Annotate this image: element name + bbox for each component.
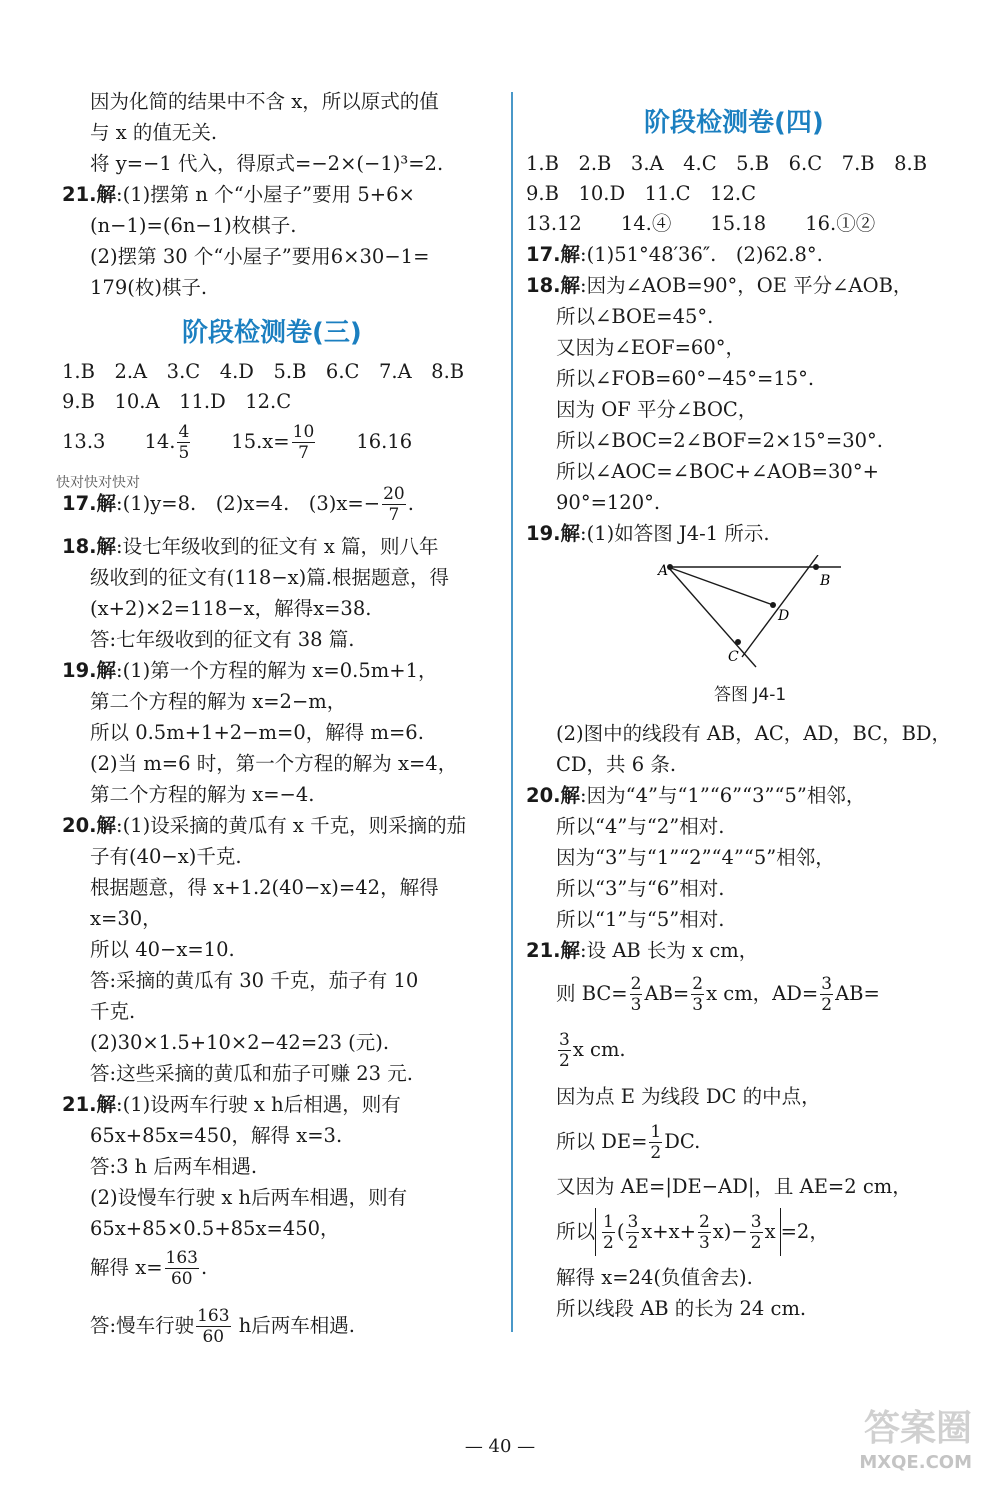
fraction: $\frac{3}{2}$: [821, 974, 833, 1015]
text-line: 90°=120°.: [556, 491, 661, 514]
text-line: (2)当 m=6 时，第一个方程的解为 x=4，: [90, 752, 458, 775]
text-line: 与 x 的值无关.: [90, 121, 218, 144]
watermark-url: MXQE.COM: [859, 1452, 972, 1473]
answers-row: 9.B 10.A 11.D 12.C: [62, 390, 292, 413]
answer-19: 19.解:(1)如答图 J4-1 所示.: [526, 522, 770, 545]
text-line: 179(枚)棋子.: [90, 276, 208, 299]
text-line: 因为点 E 为线段 DC 的中点，: [556, 1085, 821, 1108]
text-line: 答:七年级收到的征文有 38 篇.: [90, 628, 355, 651]
text-line: 答:慢车行驶 $\frac{163}{60}$ h后两车相遇.: [90, 1306, 355, 1347]
answer-18: 18.解:设七年级收到的征文有 x 篇，则八年: [62, 535, 439, 558]
answer-21: 21.解:(1)设两车行驶 x h后相遇，则有: [62, 1093, 401, 1116]
text-line: (2)图中的线段有 AB，AC，AD，BC，BD，: [556, 722, 952, 745]
text-line: 第二个方程的解为 x=−4.: [90, 783, 315, 806]
point-d: [770, 602, 776, 608]
answer-21: 21.解:(1)摆第 n 个“小屋子”要用 5+6×: [62, 183, 415, 206]
fraction: $\frac{1}{2}$: [603, 1212, 614, 1253]
section-title-3: 阶段检测卷(三): [182, 318, 362, 348]
text-line: 又因为 AE=|DE−AD|，且 AE=2 cm，: [556, 1175, 912, 1198]
text-line: 所以 0.5m+1+2−m=0，解得 m=6.: [90, 721, 424, 744]
text-line: 根据题意，得 x+1.2(40−x)=42，解得: [90, 876, 439, 899]
section-title-4: 阶段检测卷(四): [644, 108, 824, 138]
text-line: 答:3 h 后两车相遇.: [90, 1155, 258, 1178]
answer-20: 20.解:因为“4”与“1”“6”“3”“5”相邻，: [526, 784, 866, 807]
watermark-logo: [792, 1394, 982, 1484]
label-b: B: [820, 573, 831, 589]
text-line: x=30，: [90, 907, 162, 930]
answers-row: 1.B 2.B 3.A 4.C 5.B 6.C 7.B 8.B: [526, 152, 928, 175]
watermark-small: 快对快对快对: [56, 475, 140, 491]
absolute-value: $\frac{1}{2}$ ( $\frac{3}{2}$ x+x+ $\frac{2}{3}$ x)− $\frac{3}{2}$ x: [595, 1208, 781, 1256]
text-line: 则 BC= $\frac{2}{3}$ AB= $\frac{2}{3}$ x cm，AD= $\frac{3}{2}$ AB=: [556, 974, 880, 1015]
text-line: (2)30×1.5+10×2−42=23 (元).: [90, 1031, 390, 1054]
text-line: 所以∠BOC=2∠BOF=2×15°=30°.: [556, 429, 883, 452]
text-line: 所以线段 AB 的长为 24 cm.: [556, 1297, 807, 1320]
line-ac: [668, 567, 756, 667]
fraction: $\frac{2}{3}$: [630, 974, 642, 1015]
page-number: — 40 —: [464, 1436, 536, 1457]
fraction: $\frac{3}{2}$: [750, 1212, 762, 1253]
fraction: $\frac{3}{2}$: [559, 1030, 570, 1071]
fraction: $\frac{163}{60}$: [165, 1248, 198, 1289]
fraction: $\frac{163}{60}$: [197, 1306, 230, 1347]
answer-21: 21.解:设 AB 长为 x cm，: [526, 939, 759, 962]
point-c: [735, 639, 741, 645]
text-line: 所以 DE= $\frac{1}{2}$ DC.: [556, 1122, 701, 1163]
answers-row: 13.3 14. $\frac{4}{5}$ 15.x= $\frac{10}{7}$ 16.16: [62, 422, 413, 463]
answers-row: 13.12 14.④ 15.18 16.①②: [526, 212, 876, 235]
line-ad: [668, 567, 773, 605]
fraction: $\frac{20}{7}$: [383, 484, 405, 525]
line-bc: [742, 555, 818, 657]
text-line: 65x+85x=450，解得 x=3.: [90, 1124, 343, 1147]
text-line: (2)设慢车行驶 x h后两车相遇，则有: [90, 1186, 408, 1209]
text-line: 又因为∠EOF=60°，: [556, 336, 745, 359]
text-line: (x+2)×2=118−x，解得x=38.: [90, 597, 372, 620]
fraction: $\frac{4}{5}$: [178, 422, 190, 463]
fraction: $\frac{1}{2}$: [650, 1122, 662, 1163]
watermark-title: 答案圈: [863, 1408, 972, 1449]
text-line: 答:采摘的黄瓜有 30 千克，茄子有 10: [90, 969, 419, 992]
answers-row: 1.B 2.A 3.C 4.D 5.B 6.C 7.A 8.B: [62, 360, 465, 383]
text-line: 所以“4”与“2”相对.: [556, 815, 725, 838]
text-line: 因为“3”与“1”“2”“4”“5”相邻，: [556, 846, 835, 869]
geometry-figure: [656, 555, 856, 675]
text-line: 将 y=−1 代入，得原式=−2×(−1)³=2.: [90, 152, 444, 175]
text-line: (n−1)=(6n−1)枚棋子.: [90, 214, 297, 237]
text-line: CD，共 6 条.: [556, 753, 677, 776]
text-line: $\frac{3}{2}$ x cm.: [559, 1030, 626, 1071]
label-a: A: [658, 563, 669, 579]
answers-row: 9.B 10.D 11.C 12.C: [526, 182, 757, 205]
text-line: 所以“3”与“6”相对.: [556, 877, 725, 900]
text-line: 解得 x= $\frac{163}{60}$ .: [90, 1248, 208, 1289]
point-b: [813, 564, 819, 570]
answer-17: 17.解:(1)51°48′36″. (2)62.8°.: [526, 243, 823, 266]
text-line: 级收到的征文有(118−x)篇.根据题意，得: [90, 566, 449, 589]
answer-17: 17.解:(1)y=8. (2)x=4. (3)x=− $\frac{20}{7}$ .: [62, 484, 414, 525]
column-divider: [511, 92, 513, 1332]
fraction: $\frac{10}{7}$: [292, 422, 315, 463]
text-line: 解得 x=24(负值舍去).: [556, 1266, 753, 1289]
text-line: 因为化简的结果中不含 x，所以原式的值: [90, 90, 439, 113]
label-c: C: [728, 649, 739, 665]
text-line: 子有(40−x)千克.: [90, 845, 242, 868]
text-line: 所以 $\frac{1}{2}$ ( $\frac{3}{2}$ x+x+ $\frac{2}{3}$ x)− $\frac{3}{2}$ x =2，: [556, 1208, 829, 1256]
text-line: 所以 40−x=10.: [90, 938, 235, 961]
fraction: $\frac{2}{3}$: [698, 1212, 710, 1253]
fraction: $\frac{2}{3}$: [692, 974, 704, 1015]
figure-caption: 答图 J4-1: [714, 685, 787, 705]
text-line: (2)摆第 30 个“小屋子”要用6×30−1=: [90, 245, 430, 268]
text-line: 所以“1”与“5”相对.: [556, 908, 725, 931]
text-line: 答:这些采摘的黄瓜和茄子可赚 23 元.: [90, 1062, 413, 1085]
text-line: 因为 OF 平分∠BOC，: [556, 398, 758, 421]
text-line: 第二个方程的解为 x=2−m，: [90, 690, 347, 713]
text-line: 所以∠FOB=60°−45°=15°.: [556, 367, 815, 390]
answer-20: 20.解:(1)设采摘的黄瓜有 x 千克，则采摘的茄: [62, 814, 467, 837]
answer-19: 19.解:(1)第一个方程的解为 x=0.5m+1，: [62, 659, 438, 682]
text-line: 所以∠AOC=∠BOC+∠AOB=30°+: [556, 460, 879, 483]
fraction: $\frac{3}{2}$: [627, 1212, 639, 1253]
label-d: D: [778, 608, 790, 624]
text-line: 所以∠BOE=45°.: [556, 305, 714, 328]
answer-18: 18.解:因为∠AOB=90°，OE 平分∠AOB，: [526, 274, 913, 297]
text-line: 65x+85×0.5+85x=450，: [90, 1217, 340, 1240]
text-line: 千克.: [90, 1000, 136, 1023]
